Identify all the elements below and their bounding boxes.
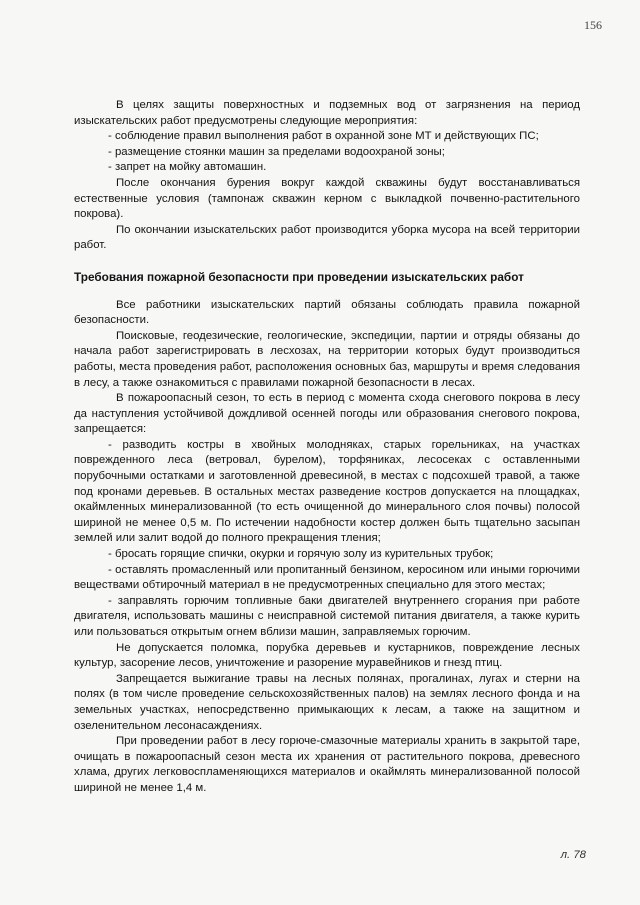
paragraph: Поисковые, геодезические, геологические, экспедиции, партии и отряды обязаны до начала работ зарегистрировать в лесхозах, на территории которых будут производиться работы, места проведения работ, расположения основных баз, маршруты и время следования в лесу, а также ознакомиться с правилами пожарной безопасности в лесах. — [74, 329, 580, 389]
list-item: - запрет на мойку автомашин. — [108, 161, 267, 174]
list-item: - заправлять горючим топливные баки двигателей внутреннего сгорания при работе двигателя, использовать машины с неисправной системой питания двигателя, а также курить или пользоваться открытым огнем вблизи машин, заправляемых горючим. — [74, 594, 580, 638]
paragraph: Не допускается поломка, порубка деревьев и кустарников, повреждение лесных культур, засорение лесов, уничтожение и разорение муравейников и гнезд птиц. — [74, 641, 580, 670]
after-drilling-paragraph: После окончания бурения вокруг каждой скважины будут восстанавливаться естественные условия (тампонаж скважин керном с выкладкой почвенно-растительного покрова). — [74, 176, 580, 221]
list-item: - соблюдение правил выполнения работ в охранной зоне МТ и действующих ПС; — [108, 130, 539, 143]
list-item: - разводить костры в хвойных молодняках, старых горельниках, на участках поврежденного леса (ветровал, бурелом), торфяниках, лесосеках с оставленными порубочными остатками и заготовленной древесиной, в местах с подсохшей травой, а также под кронами деревьев. В остальных местах разведение костров допускается на площадках, окаймленных минерализованной (то есть очищенной до минерального слоя почвы) полосой шириной не менее 0,5 м. По истечении надобности костер должен быть тщательно засыпан землей или залит водой до полного прекращения тления; — [74, 438, 580, 545]
water-protection-intro: В целях защиты поверхностных и подземных вод от загрязнения на период изыскательских работ предусмотрены следующие мероприятия: — [74, 99, 580, 127]
page-number: 156 — [584, 18, 602, 32]
paragraph: При проведении работ в лесу горюче-смазочные материалы хранить в закрытой таре, очищать в пожароопасный сезон места их хранения от растительного покрова, древесного хлама, других легковоспламеняющихся материалов и окаймлять минерализованной полосой шириной не менее 1,4 м. — [74, 735, 580, 794]
paragraph: Все работники изыскательских партий обязаны соблюдать правила пожарной безопасности. — [74, 298, 580, 327]
list-item: - бросать горящие спички, окурки и горячую золу из курительных трубок; — [108, 548, 494, 561]
paragraph: Запрещается выжигание травы на лесных полянах, прогалинах, лугах и стерни на полях (в том числе проведение сельскохозяйственных палов) на землях лесного фонда и на земельных участках, непосредственно примыкающих к лесам, а также на защитном и озеленительном лесонасаждениях. — [74, 672, 580, 732]
list-item: - оставлять промасленный или пропитанный бензином, керосином или иными горючими веществами обтирочный материал в не предусмотренных специально для этого местах; — [74, 563, 580, 592]
document-body — [74, 98, 580, 797]
fire-safety-heading: Требования пожарной безопасности при проведении изыскательских работ — [74, 269, 524, 284]
cleanup-paragraph: По окончании изыскательских работ производится уборка мусора на всей территории работ. — [74, 223, 580, 252]
sheet-number: л. 78 — [560, 849, 586, 861]
list-item: - размещение стоянки машин за пределами водоохраной зоны; — [108, 145, 445, 158]
paragraph: В пожароопасный сезон, то есть в период с момента схода снегового покрова в лесу да наступления устойчивой дождливой осенней погоды или образования снегового покрова, запрещается: — [74, 392, 580, 436]
